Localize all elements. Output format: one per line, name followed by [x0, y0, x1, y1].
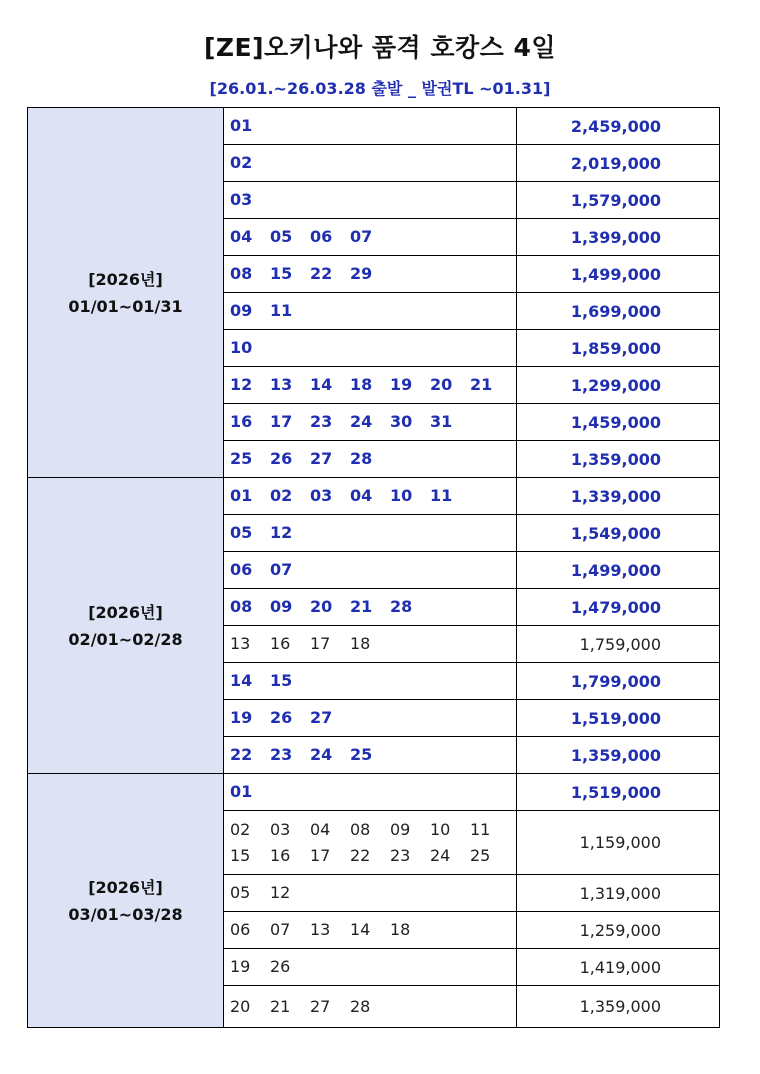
- departure-dates-cell: [224, 478, 517, 515]
- period-year: [2026년]: [88, 877, 163, 897]
- price-cell: 1,159,000: [517, 811, 720, 875]
- departure-date: 17: [310, 845, 331, 865]
- departure-date: 05: [230, 523, 253, 542]
- departure-date: 19: [390, 375, 413, 394]
- date-line: [230, 631, 516, 657]
- departure-date: 09: [230, 301, 253, 320]
- date-line: [230, 594, 516, 620]
- price-cell: 1,519,000: [517, 700, 720, 737]
- departure-date: 21: [470, 375, 493, 394]
- departure-date: 26: [270, 957, 291, 976]
- departure-date: 02: [270, 486, 293, 505]
- departure-date: 14: [310, 375, 333, 394]
- date-line: [230, 520, 516, 546]
- price-cell: 1,499,000: [517, 256, 720, 293]
- departure-dates-cell: [224, 367, 517, 404]
- page-subtitle: [26.01.~26.03.28 출발 _ 발권TL ~01.31]: [209, 79, 551, 98]
- departure-date: 12: [270, 523, 293, 542]
- date-line: [230, 994, 516, 1020]
- departure-date: 07: [350, 227, 373, 246]
- price-cell: 1,319,000: [517, 875, 720, 912]
- departure-date: 06: [310, 227, 333, 246]
- departure-date: 28: [390, 597, 413, 616]
- date-line: [230, 668, 516, 694]
- departure-dates-cell: [224, 774, 517, 811]
- departure-date: 11: [470, 819, 491, 839]
- price-cell: 1,259,000: [517, 912, 720, 949]
- price-cell: 1,339,000: [517, 478, 720, 515]
- departure-date: 16: [230, 412, 253, 431]
- departure-date: 20: [310, 597, 333, 616]
- date-line: [230, 954, 516, 980]
- departure-dates-cell: [224, 515, 517, 552]
- departure-date: 27: [310, 996, 331, 1016]
- departure-date: 15: [230, 845, 251, 865]
- table-row: [28, 774, 720, 811]
- departure-date: 16: [270, 845, 291, 865]
- departure-date: 27: [310, 449, 333, 468]
- departure-date: 28: [350, 996, 371, 1016]
- departure-dates-cell: [224, 811, 517, 875]
- date-line: [230, 113, 516, 139]
- departure-date: 01: [230, 782, 253, 801]
- departure-date: 03: [310, 486, 333, 505]
- table-row: [28, 478, 720, 515]
- departure-dates-cell: [224, 108, 517, 145]
- departure-dates-cell: [224, 441, 517, 478]
- period-year: [2026년]: [88, 602, 163, 622]
- departure-dates-cell: [224, 404, 517, 441]
- date-line: [230, 483, 516, 509]
- departure-date: 30: [390, 412, 413, 431]
- departure-date: 11: [430, 486, 453, 505]
- price-cell: 1,519,000: [517, 774, 720, 811]
- price-cell: 1,399,000: [517, 219, 720, 256]
- departure-dates-cell: [224, 330, 517, 367]
- departure-date: 06: [230, 560, 253, 579]
- price-table: [27, 107, 720, 1028]
- date-line: [230, 779, 516, 805]
- departure-date: 07: [270, 560, 293, 579]
- price-cell: 1,359,000: [517, 441, 720, 478]
- date-line: [230, 557, 516, 583]
- departure-date: 15: [270, 671, 293, 690]
- date-line: [230, 187, 516, 213]
- departure-date: 29: [350, 264, 373, 283]
- departure-date: 18: [350, 375, 373, 394]
- departure-date: 16: [270, 634, 291, 653]
- departure-date: 24: [350, 412, 373, 431]
- departure-date: 13: [270, 375, 293, 394]
- departure-date: 11: [270, 301, 293, 320]
- departure-date: 18: [350, 634, 371, 653]
- price-cell: 1,759,000: [517, 626, 720, 663]
- departure-date: 25: [230, 449, 253, 468]
- departure-date: 06: [230, 920, 251, 939]
- departure-dates-cell: [224, 949, 517, 986]
- departure-date: 01: [230, 486, 253, 505]
- departure-date: 10: [390, 486, 413, 505]
- departure-date: 05: [270, 227, 293, 246]
- departure-date: 21: [350, 597, 373, 616]
- departure-date: 26: [270, 449, 293, 468]
- departure-date: 15: [270, 264, 293, 283]
- departure-date: 01: [230, 116, 253, 135]
- departure-dates-cell: [224, 700, 517, 737]
- departure-date: 08: [230, 597, 253, 616]
- departure-dates-cell: [224, 293, 517, 330]
- departure-date: 23: [310, 412, 333, 431]
- departure-date: 12: [230, 375, 253, 394]
- price-cell: 1,699,000: [517, 293, 720, 330]
- period-cell: [28, 478, 224, 774]
- price-cell: 1,479,000: [517, 589, 720, 626]
- departure-date: 22: [350, 845, 371, 865]
- date-line: [230, 150, 516, 176]
- price-cell: 2,459,000: [517, 108, 720, 145]
- departure-date: 08: [230, 264, 253, 283]
- departure-date: 17: [310, 634, 331, 653]
- departure-date: 04: [350, 486, 373, 505]
- departure-date: 12: [270, 883, 291, 902]
- departure-date: 23: [270, 745, 293, 764]
- price-cell: 1,459,000: [517, 404, 720, 441]
- departure-date: 28: [350, 449, 373, 468]
- date-line: [230, 224, 516, 250]
- period-range: 01/01~01/31: [68, 296, 183, 316]
- price-cell: 2,019,000: [517, 145, 720, 182]
- departure-date: 19: [230, 957, 251, 976]
- departure-dates-cell: [224, 875, 517, 912]
- date-line: [230, 446, 516, 472]
- period-year: [2026년]: [88, 269, 163, 289]
- price-cell: 1,499,000: [517, 552, 720, 589]
- departure-date: 17: [270, 412, 293, 431]
- price-cell: 1,359,000: [517, 986, 720, 1028]
- departure-dates-cell: [224, 986, 517, 1028]
- departure-date: 25: [350, 745, 373, 764]
- departure-date: 03: [230, 190, 253, 209]
- date-line: [230, 817, 516, 843]
- departure-date: 27: [310, 708, 333, 727]
- period-range: 03/01~03/28: [68, 904, 183, 924]
- date-line: [230, 705, 516, 731]
- departure-date: 09: [390, 819, 411, 839]
- date-line: [230, 917, 516, 943]
- departure-date: 07: [270, 920, 291, 939]
- date-line: [230, 261, 516, 287]
- departure-date: 05: [230, 883, 251, 902]
- date-line: [230, 409, 516, 435]
- price-cell: 1,299,000: [517, 367, 720, 404]
- departure-date: 20: [230, 996, 251, 1016]
- departure-date: 22: [230, 745, 253, 764]
- departure-date: 04: [230, 227, 253, 246]
- departure-date: 03: [270, 819, 291, 839]
- departure-dates-cell: [224, 912, 517, 949]
- departure-date: 23: [390, 845, 411, 865]
- departure-date: 13: [310, 920, 331, 939]
- price-cell: 1,549,000: [517, 515, 720, 552]
- departure-date: 22: [310, 264, 333, 283]
- departure-date: 24: [430, 845, 451, 865]
- period-cell: [28, 108, 224, 478]
- date-line: [230, 298, 516, 324]
- date-line: [230, 372, 516, 398]
- departure-date: 18: [390, 920, 411, 939]
- price-cell: 1,359,000: [517, 737, 720, 774]
- departure-dates-cell: [224, 145, 517, 182]
- departure-date: 19: [230, 708, 253, 727]
- price-table-body: [28, 108, 720, 1028]
- departure-date: 04: [310, 819, 331, 839]
- departure-date: 08: [350, 819, 371, 839]
- departure-date: 14: [230, 671, 253, 690]
- departure-dates-cell: [224, 663, 517, 700]
- departure-date: 02: [230, 153, 253, 172]
- departure-date: 31: [430, 412, 453, 431]
- departure-date: 02: [230, 819, 251, 839]
- price-cell: 1,579,000: [517, 182, 720, 219]
- date-line: [230, 880, 516, 906]
- departure-dates-cell: [224, 219, 517, 256]
- departure-date: 24: [310, 745, 333, 764]
- departure-date: 25: [470, 845, 491, 865]
- departure-dates-cell: [224, 626, 517, 663]
- departure-dates-cell: [224, 737, 517, 774]
- departure-date: 09: [270, 597, 293, 616]
- departure-date: 10: [230, 338, 253, 357]
- page-title: [ZE]오키나와 품격 호캉스 4일: [203, 33, 557, 62]
- price-cell: 1,419,000: [517, 949, 720, 986]
- date-line: [230, 843, 516, 869]
- departure-dates-cell: [224, 552, 517, 589]
- departure-date: 13: [230, 634, 251, 653]
- departure-dates-cell: [224, 182, 517, 219]
- price-cell: 1,859,000: [517, 330, 720, 367]
- price-cell: 1,799,000: [517, 663, 720, 700]
- period-cell: [28, 774, 224, 1028]
- departure-dates-cell: [224, 589, 517, 626]
- departure-date: 21: [270, 996, 291, 1016]
- departure-date: 10: [430, 819, 451, 839]
- departure-date: 20: [430, 375, 453, 394]
- period-range: 02/01~02/28: [68, 629, 183, 649]
- departure-date: 14: [350, 920, 371, 939]
- date-line: [230, 742, 516, 768]
- date-line: [230, 335, 516, 361]
- departure-dates-cell: [224, 256, 517, 293]
- departure-date: 26: [270, 708, 293, 727]
- table-row: [28, 108, 720, 145]
